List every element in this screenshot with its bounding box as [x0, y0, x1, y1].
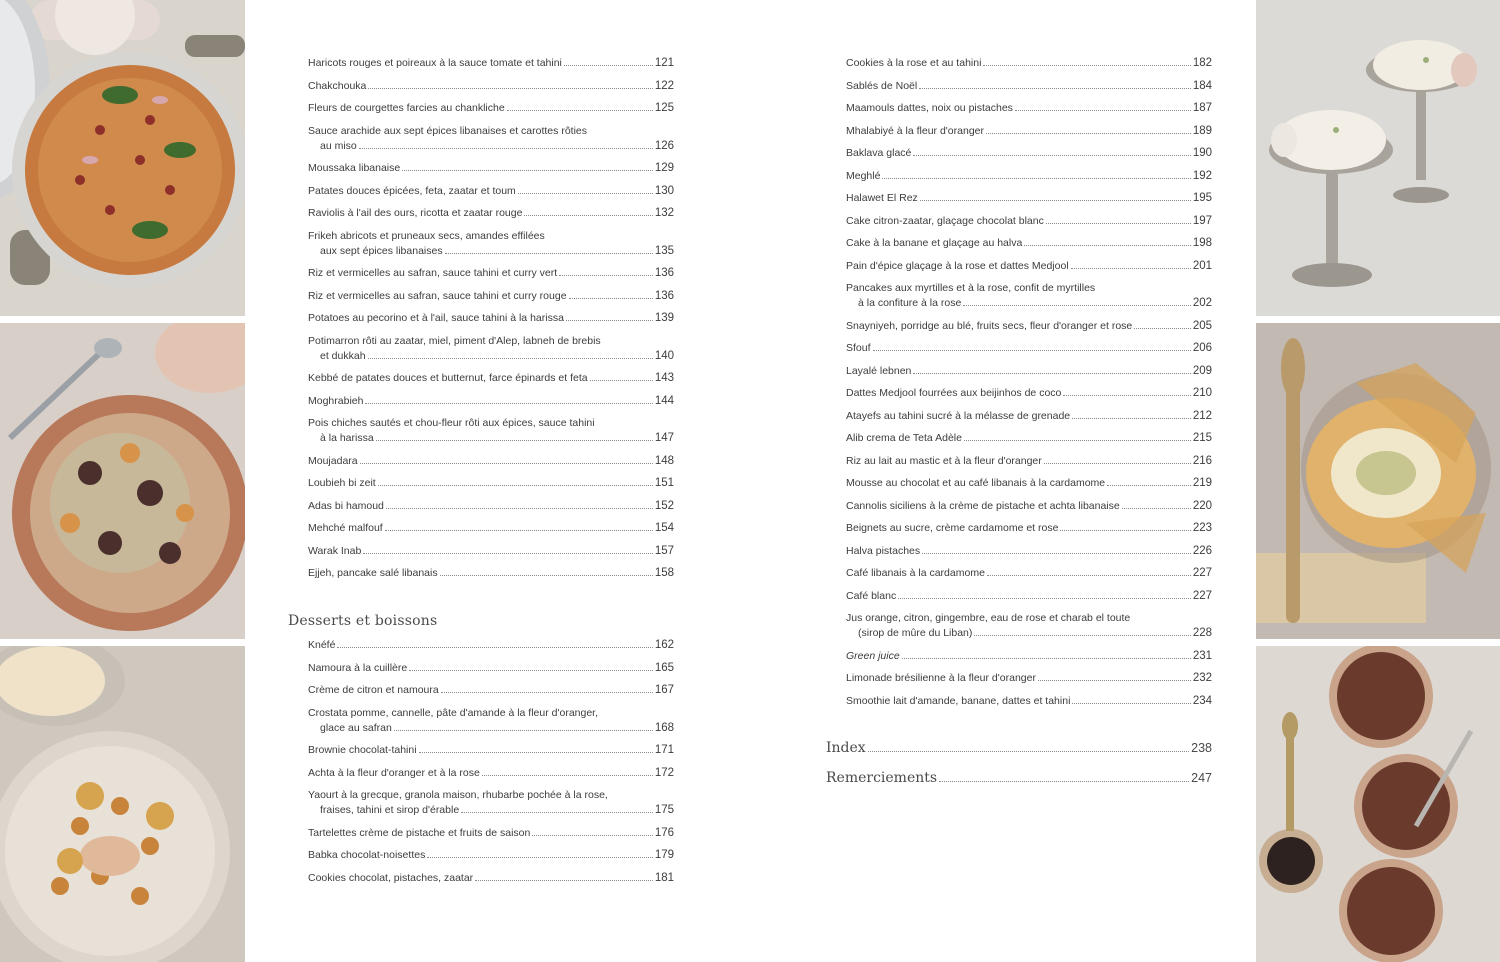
toc-entry-title: Loubieh bi zeit	[308, 477, 376, 489]
dot-leader	[440, 575, 653, 576]
toc-entry[interactable]	[308, 661, 674, 676]
toc-entry-title: Crème de citron et namoura	[308, 684, 439, 696]
toc-entry[interactable]	[308, 848, 674, 863]
dot-leader	[385, 530, 653, 531]
dot-leader	[1046, 223, 1191, 224]
toc-entry-title: Cake citron-zaatar, glaçage chocolat blanc	[846, 214, 1044, 227]
dot-leader	[1044, 463, 1191, 464]
toc-page-number: 139	[654, 312, 674, 324]
toc-entry-title: Mhalabiyé à la fleur d'oranger	[846, 124, 985, 137]
toc-entry-title-line2: et dukkah	[320, 349, 366, 362]
dot-leader	[337, 647, 652, 648]
toc-entry[interactable]	[308, 334, 674, 364]
dot-leader	[394, 730, 653, 731]
chickpeas-cauliflower-photo	[0, 646, 245, 962]
dot-leader	[913, 155, 1190, 156]
toc-entry-title-line2: aux sept épices libanaises	[320, 244, 443, 257]
dot-leader	[963, 305, 1191, 306]
toc-entry[interactable]	[308, 266, 674, 281]
toc-page-number: 201	[1192, 259, 1212, 272]
toc-page-number: 228	[1192, 627, 1212, 639]
toc-entry-title: Green juice	[846, 649, 900, 662]
toc-page-number: 234	[1192, 694, 1212, 707]
dot-leader	[1071, 268, 1191, 269]
toc-page-number: 168	[654, 721, 674, 734]
toc-index-page: 238	[1191, 741, 1212, 755]
toc-page-number: 197	[1192, 214, 1212, 227]
toc-entry-title: Café libanais à la cardamome	[846, 567, 985, 579]
dot-leader	[386, 508, 653, 509]
dot-leader	[964, 440, 1191, 441]
dot-leader	[376, 440, 653, 441]
toc-entry[interactable]	[846, 386, 1212, 401]
dot-leader	[974, 635, 1190, 636]
dot-leader	[507, 110, 653, 111]
toc-entry[interactable]	[308, 476, 674, 491]
toc-entry[interactable]	[846, 56, 1212, 71]
toc-entry-title-line2: fraises, tahini et sirop d'érable	[320, 804, 460, 816]
dot-leader	[1024, 245, 1191, 246]
toc-page-number: 136	[654, 267, 674, 279]
dot-leader	[1063, 395, 1190, 396]
toc-entry[interactable]	[846, 319, 1212, 334]
toc-page-number: 232	[1192, 672, 1212, 684]
toc-page-number: 129	[654, 162, 674, 174]
toc-entry[interactable]	[308, 416, 674, 446]
rice-pudding-cups-photo	[1256, 0, 1500, 316]
toc-entry-title: Potatoes au pecorino et à l'ail, sauce tahini à la harissa	[308, 312, 564, 324]
dot-leader	[882, 178, 1190, 179]
toc-page-number: 182	[1192, 57, 1212, 69]
toc-page-number: 210	[1192, 387, 1212, 399]
toc-entry[interactable]	[308, 311, 674, 326]
dot-leader	[559, 275, 653, 276]
toc-entry-title: Dattes Medjool fourrées aux beijinhos de coco	[846, 387, 1062, 399]
toc-page-number: 126	[654, 139, 674, 152]
toc-page-number: 187	[1192, 102, 1212, 114]
toc-entry[interactable]	[308, 683, 674, 698]
toc-entry-title: Brownie chocolat-tahini	[308, 744, 417, 756]
dot-leader	[359, 148, 653, 149]
dot-leader	[1038, 680, 1191, 681]
toc-entry-title: Namoura à la cuillère	[308, 661, 408, 674]
toc-entry[interactable]	[308, 56, 674, 71]
toc-entry[interactable]	[308, 101, 674, 116]
dot-leader	[532, 835, 652, 836]
toc-entry[interactable]	[308, 184, 674, 199]
dot-leader	[898, 598, 1191, 599]
toc-entry-title: Kebbé de patates douces et butternut, farce épinards et feta	[308, 372, 588, 384]
toc-entry-title: Cake à la banane et glaçage au halva	[846, 237, 1023, 249]
toc-entry[interactable]	[308, 766, 674, 781]
toc-entry-title-line2: (sirop de mûre du Liban)	[858, 627, 973, 639]
dot-leader	[363, 553, 653, 554]
toc-page-number: 226	[1192, 544, 1212, 557]
toc-entry-title-line2: à la harissa	[320, 432, 374, 444]
toc-entry-title: Tartelettes crème de pistache et fruits de saison	[308, 826, 531, 839]
toc-entry[interactable]	[846, 146, 1212, 161]
toc-entry[interactable]	[846, 544, 1212, 559]
toc-entry[interactable]	[846, 431, 1212, 446]
dot-leader	[482, 775, 653, 776]
toc-entry[interactable]	[308, 394, 674, 409]
bean-stew-pot-photo	[0, 0, 245, 316]
dot-leader	[590, 380, 653, 381]
toc-entry[interactable]	[308, 124, 674, 154]
toc-page-number: 215	[1192, 432, 1212, 444]
toc-page-number: 195	[1192, 192, 1212, 204]
toc-entry[interactable]	[846, 694, 1212, 709]
toc-entry[interactable]	[846, 611, 1212, 641]
toc-entry-title: Adas bi hamoud	[308, 499, 384, 512]
toc-entry-title: Haricots rouges et poireaux à la sauce tomate et tahini	[308, 57, 562, 69]
toc-entry[interactable]	[846, 169, 1212, 184]
toc-page-number: 147	[654, 432, 674, 444]
toc-entry[interactable]	[308, 161, 674, 176]
toc-entry[interactable]	[846, 79, 1212, 94]
toc-entry[interactable]	[846, 671, 1212, 686]
toc-entry[interactable]	[846, 101, 1212, 116]
toc-entry[interactable]	[308, 788, 674, 818]
toc-page-number: 140	[654, 349, 674, 362]
toc-entry[interactable]	[308, 521, 674, 536]
dot-leader	[1015, 110, 1191, 111]
toc-entry[interactable]	[308, 229, 674, 259]
toc-page-number: 175	[654, 804, 674, 816]
toc-entry-title: Atayefs au tahini sucré à la mélasse de grenade	[846, 409, 1071, 422]
toc-entry-title-line1: Sauce arachide aux sept épices libanaises et carottes rôties	[308, 124, 587, 137]
toc-entry-title: Layalé lebnen	[846, 364, 912, 377]
dot-leader	[566, 320, 653, 321]
toc-entry-title: Beignets au sucre, crème cardamome et rose	[846, 522, 1059, 534]
toc-page-number: 198	[1192, 237, 1212, 249]
toc-index-label: Index	[826, 740, 866, 756]
toc-entry-title: Raviolis à l'ail des ours, ricotta et zaatar rouge	[308, 207, 523, 219]
toc-entry[interactable]	[846, 409, 1212, 424]
dot-leader	[368, 88, 652, 89]
toc-entry-title: Ejjeh, pancake salé libanais	[308, 567, 438, 579]
toc-entry[interactable]	[846, 214, 1212, 229]
toc-entry[interactable]	[846, 364, 1212, 379]
dot-leader	[524, 215, 652, 216]
toc-entry-title-line2: au miso	[320, 139, 357, 152]
toc-entry[interactable]	[846, 589, 1212, 604]
toc-entry[interactable]	[846, 521, 1212, 536]
toc-remerciements[interactable]	[826, 770, 1212, 786]
toc-page-number: 206	[1192, 342, 1212, 354]
toc-page-number: 157	[654, 544, 674, 557]
toc-entry-title: Alib crema de Teta Adèle	[846, 432, 962, 444]
toc-entry-title-line2: glace au safran	[320, 721, 392, 734]
toc-entry[interactable]	[308, 206, 674, 221]
toc-entry-title: Moussaka libanaise	[308, 162, 401, 174]
toc-page-number: 181	[654, 871, 674, 884]
toc-entry[interactable]	[308, 499, 674, 514]
toc-entry[interactable]	[846, 281, 1212, 311]
toc-entry[interactable]	[308, 544, 674, 559]
toc-entry-title: Moghrabieh	[308, 394, 364, 407]
dot-leader	[419, 752, 653, 753]
toc-entry-title: Limonade brésilienne à la fleur d'oranger	[846, 672, 1036, 684]
toc-entry-title: Halawet El Rez	[846, 192, 918, 204]
dot-leader	[445, 253, 653, 254]
toc-entry[interactable]	[846, 454, 1212, 469]
dot-leader	[441, 692, 653, 693]
toc-entry-title: Sfouf	[846, 342, 871, 354]
toc-entry-title: Smoothie lait d'amande, banane, dattes et tahini	[846, 694, 1071, 707]
dot-leader	[1134, 328, 1191, 329]
left-photo-column	[0, 0, 245, 962]
dot-leader	[986, 133, 1191, 134]
toc-entry[interactable]	[846, 649, 1212, 664]
toc-page-number: 223	[1192, 522, 1212, 534]
toc-entry[interactable]	[846, 476, 1212, 491]
toc-page-number: 143	[654, 372, 674, 384]
toc-entry-title: Café blanc	[846, 589, 897, 602]
toc-entry-title: Babka chocolat-noisettes	[308, 849, 426, 861]
toc-remerciements-label: Remerciements	[826, 770, 938, 786]
toc-entry[interactable]	[308, 743, 674, 758]
toc-entry[interactable]	[308, 79, 674, 94]
toc-entry-title: Pain d'épice glaçage à la rose et dattes Medjool	[846, 259, 1069, 272]
toc-entry-title: Meghlé	[846, 169, 881, 182]
toc-entry-title: Patates douces épicées, feta, zaatar et toum	[308, 184, 516, 197]
toc-page-number: 227	[1192, 589, 1212, 602]
toc-page-number: 152	[654, 499, 674, 512]
toc-page-number: 167	[654, 684, 674, 696]
toc-page-number: 122	[654, 79, 674, 92]
toc-entry[interactable]	[846, 499, 1212, 514]
toc-page-number: 148	[654, 454, 674, 467]
toc-page-number: 202	[1192, 297, 1212, 309]
toc-entry-title: Maamouls dattes, noix ou pistaches	[846, 102, 1013, 114]
dot-leader	[922, 553, 1191, 554]
toc-page-number: 219	[1192, 477, 1212, 489]
toc-entry[interactable]	[846, 566, 1212, 581]
toc-entry-title: Snayniyeh, porridge au blé, fruits secs, fleur d'oranger et rose	[846, 319, 1133, 332]
toc-page-number: 165	[654, 661, 674, 674]
toc-page-number: 184	[1192, 79, 1212, 92]
dot-leader	[1072, 418, 1191, 419]
toc-entry-title: Mousse au chocolat et au café libanais à la cardamome	[846, 477, 1106, 489]
toc-entry[interactable]	[308, 371, 674, 386]
dot-leader	[987, 575, 1191, 576]
toc-entry[interactable]	[846, 341, 1212, 356]
toc-page-number: 205	[1192, 319, 1212, 332]
toc-entry[interactable]	[308, 638, 674, 653]
dot-leader	[983, 65, 1190, 66]
toc-entry-title-line1: Pancakes aux myrtilles et à la rose, confit de myrtilles	[846, 282, 1096, 294]
dot-leader	[461, 812, 653, 813]
toc-page-number: 121	[654, 57, 674, 69]
dot-leader	[919, 88, 1191, 89]
dot-leader	[913, 373, 1190, 374]
toc-remerciements-page: 247	[1191, 771, 1212, 785]
toc-entry-title: Chakchouka	[308, 79, 367, 92]
dot-leader	[1072, 703, 1190, 704]
toc-entry-title-line2: à la confiture à la rose	[858, 297, 962, 309]
toc-page-number: 125	[654, 102, 674, 114]
dot-leader	[368, 358, 653, 359]
toc-entry-title-line1: Potimarron rôti au zaatar, miel, piment d'Alep, labneh de brebis	[308, 334, 601, 347]
toc-entry[interactable]	[308, 289, 674, 304]
dot-leader	[873, 350, 1191, 351]
dot-leader	[475, 880, 653, 881]
toc-page-number: 130	[654, 184, 674, 197]
toc-page-number: 227	[1192, 567, 1212, 579]
dot-leader	[1122, 508, 1191, 509]
toc-entry[interactable]	[308, 871, 674, 886]
right-photo-column	[1256, 0, 1500, 962]
toc-page-number: 190	[1192, 147, 1212, 159]
dot-leader	[365, 403, 652, 404]
toc-entry-title: Cookies chocolat, pistaches, zaatar	[308, 871, 474, 884]
toc-entry-title-line1: Crostata pomme, cannelle, pâte d'amande à la fleur d'oranger,	[308, 706, 599, 719]
toc-page-number: 154	[654, 522, 674, 534]
dot-leader	[518, 193, 653, 194]
toc-page-number: 132	[654, 207, 674, 219]
toc-entry[interactable]	[846, 236, 1212, 251]
toc-page-number: 151	[654, 477, 674, 489]
dot-leader	[409, 670, 653, 671]
toc-entry-title-line1: Yaourt à la grecque, granola maison, rhubarbe pochée à la rose,	[308, 789, 608, 801]
toc-page-number: 158	[654, 567, 674, 579]
toc-page-number: 144	[654, 394, 674, 407]
toc-entry-title: Halva pistaches	[846, 544, 921, 557]
toc-entry[interactable]	[308, 566, 674, 581]
toc-page-number: 220	[1192, 499, 1212, 512]
dot-leader	[1107, 485, 1191, 486]
toc-entry[interactable]	[308, 706, 674, 736]
toc-page-number: 172	[654, 766, 674, 779]
dot-leader	[360, 463, 653, 464]
toc-entry-title: Cannolis siciliens à la crème de pistache et achta libanaise	[846, 499, 1120, 512]
toc-page-number: 179	[654, 849, 674, 861]
toc-entry-title-line1: Pois chiches sautés et chou-fleur rôti aux épices, sauce tahini	[308, 417, 595, 429]
toc-page-number: 212	[1192, 409, 1212, 422]
dot-leader	[569, 298, 653, 299]
toc-entry-title: Sablés de Noël	[846, 79, 918, 92]
dot-leader	[378, 485, 653, 486]
dot-leader	[564, 65, 653, 66]
section-heading-desserts: Desserts et boissons	[288, 613, 438, 629]
toc-entry-title: Fleurs de courgettes farcies au chankliche	[308, 102, 505, 114]
freekeh-dried-fruit-photo	[0, 323, 245, 639]
toc-entry-title: Moujadara	[308, 454, 358, 467]
toc-entry-title: Riz et vermicelles au safran, sauce tahini et curry rouge	[308, 289, 567, 302]
toc-entry[interactable]	[846, 259, 1212, 274]
toc-entry-title: Mehché malfouf	[308, 522, 383, 534]
dot-leader	[1060, 530, 1190, 531]
toc-page-number: 135	[654, 244, 674, 257]
toc-entry-title-line1: Frikeh abricots et pruneaux secs, amandes effilées	[308, 229, 545, 242]
toc-entry-title: Warak Inab	[308, 544, 362, 557]
toc-page-number: 162	[654, 639, 674, 651]
toc-page-number: 209	[1192, 364, 1212, 377]
toc-entry[interactable]	[308, 826, 674, 841]
dot-leader	[939, 781, 1189, 782]
toc-page-number: 189	[1192, 124, 1212, 137]
toc-entry[interactable]	[846, 124, 1212, 139]
toc-entry-title: Riz et vermicelles au safran, sauce tahini et curry vert	[308, 267, 558, 279]
dot-leader	[920, 200, 1191, 201]
toc-page-number: 216	[1192, 454, 1212, 467]
baklava-dessert-photo	[1256, 323, 1500, 639]
toc-entry-title: Knéfé	[308, 639, 336, 651]
dot-leader	[868, 751, 1189, 752]
toc-entry[interactable]	[846, 191, 1212, 206]
toc-entry-title: Achta à la fleur d'oranger et à la rose	[308, 766, 480, 779]
toc-page-number: 136	[654, 289, 674, 302]
toc-entry-title: Baklava glacé	[846, 147, 912, 159]
chocolate-mousse-photo	[1256, 646, 1500, 962]
dot-leader	[402, 170, 653, 171]
toc-entry[interactable]	[308, 454, 674, 469]
toc-entry-title: Cookies à la rose et au tahini	[846, 57, 982, 69]
toc-page-number: 231	[1192, 649, 1212, 662]
dot-leader	[902, 658, 1191, 659]
toc-index[interactable]	[826, 740, 1212, 756]
toc-page-number: 192	[1192, 169, 1212, 182]
dot-leader	[427, 857, 652, 858]
toc-entry-title-line1: Jus orange, citron, gingembre, eau de rose et charab el toute	[846, 612, 1131, 624]
toc-entry-title: Riz au lait au mastic et à la fleur d'oranger	[846, 454, 1042, 467]
toc-page-number: 171	[654, 744, 674, 756]
toc-page-number: 176	[654, 826, 674, 839]
